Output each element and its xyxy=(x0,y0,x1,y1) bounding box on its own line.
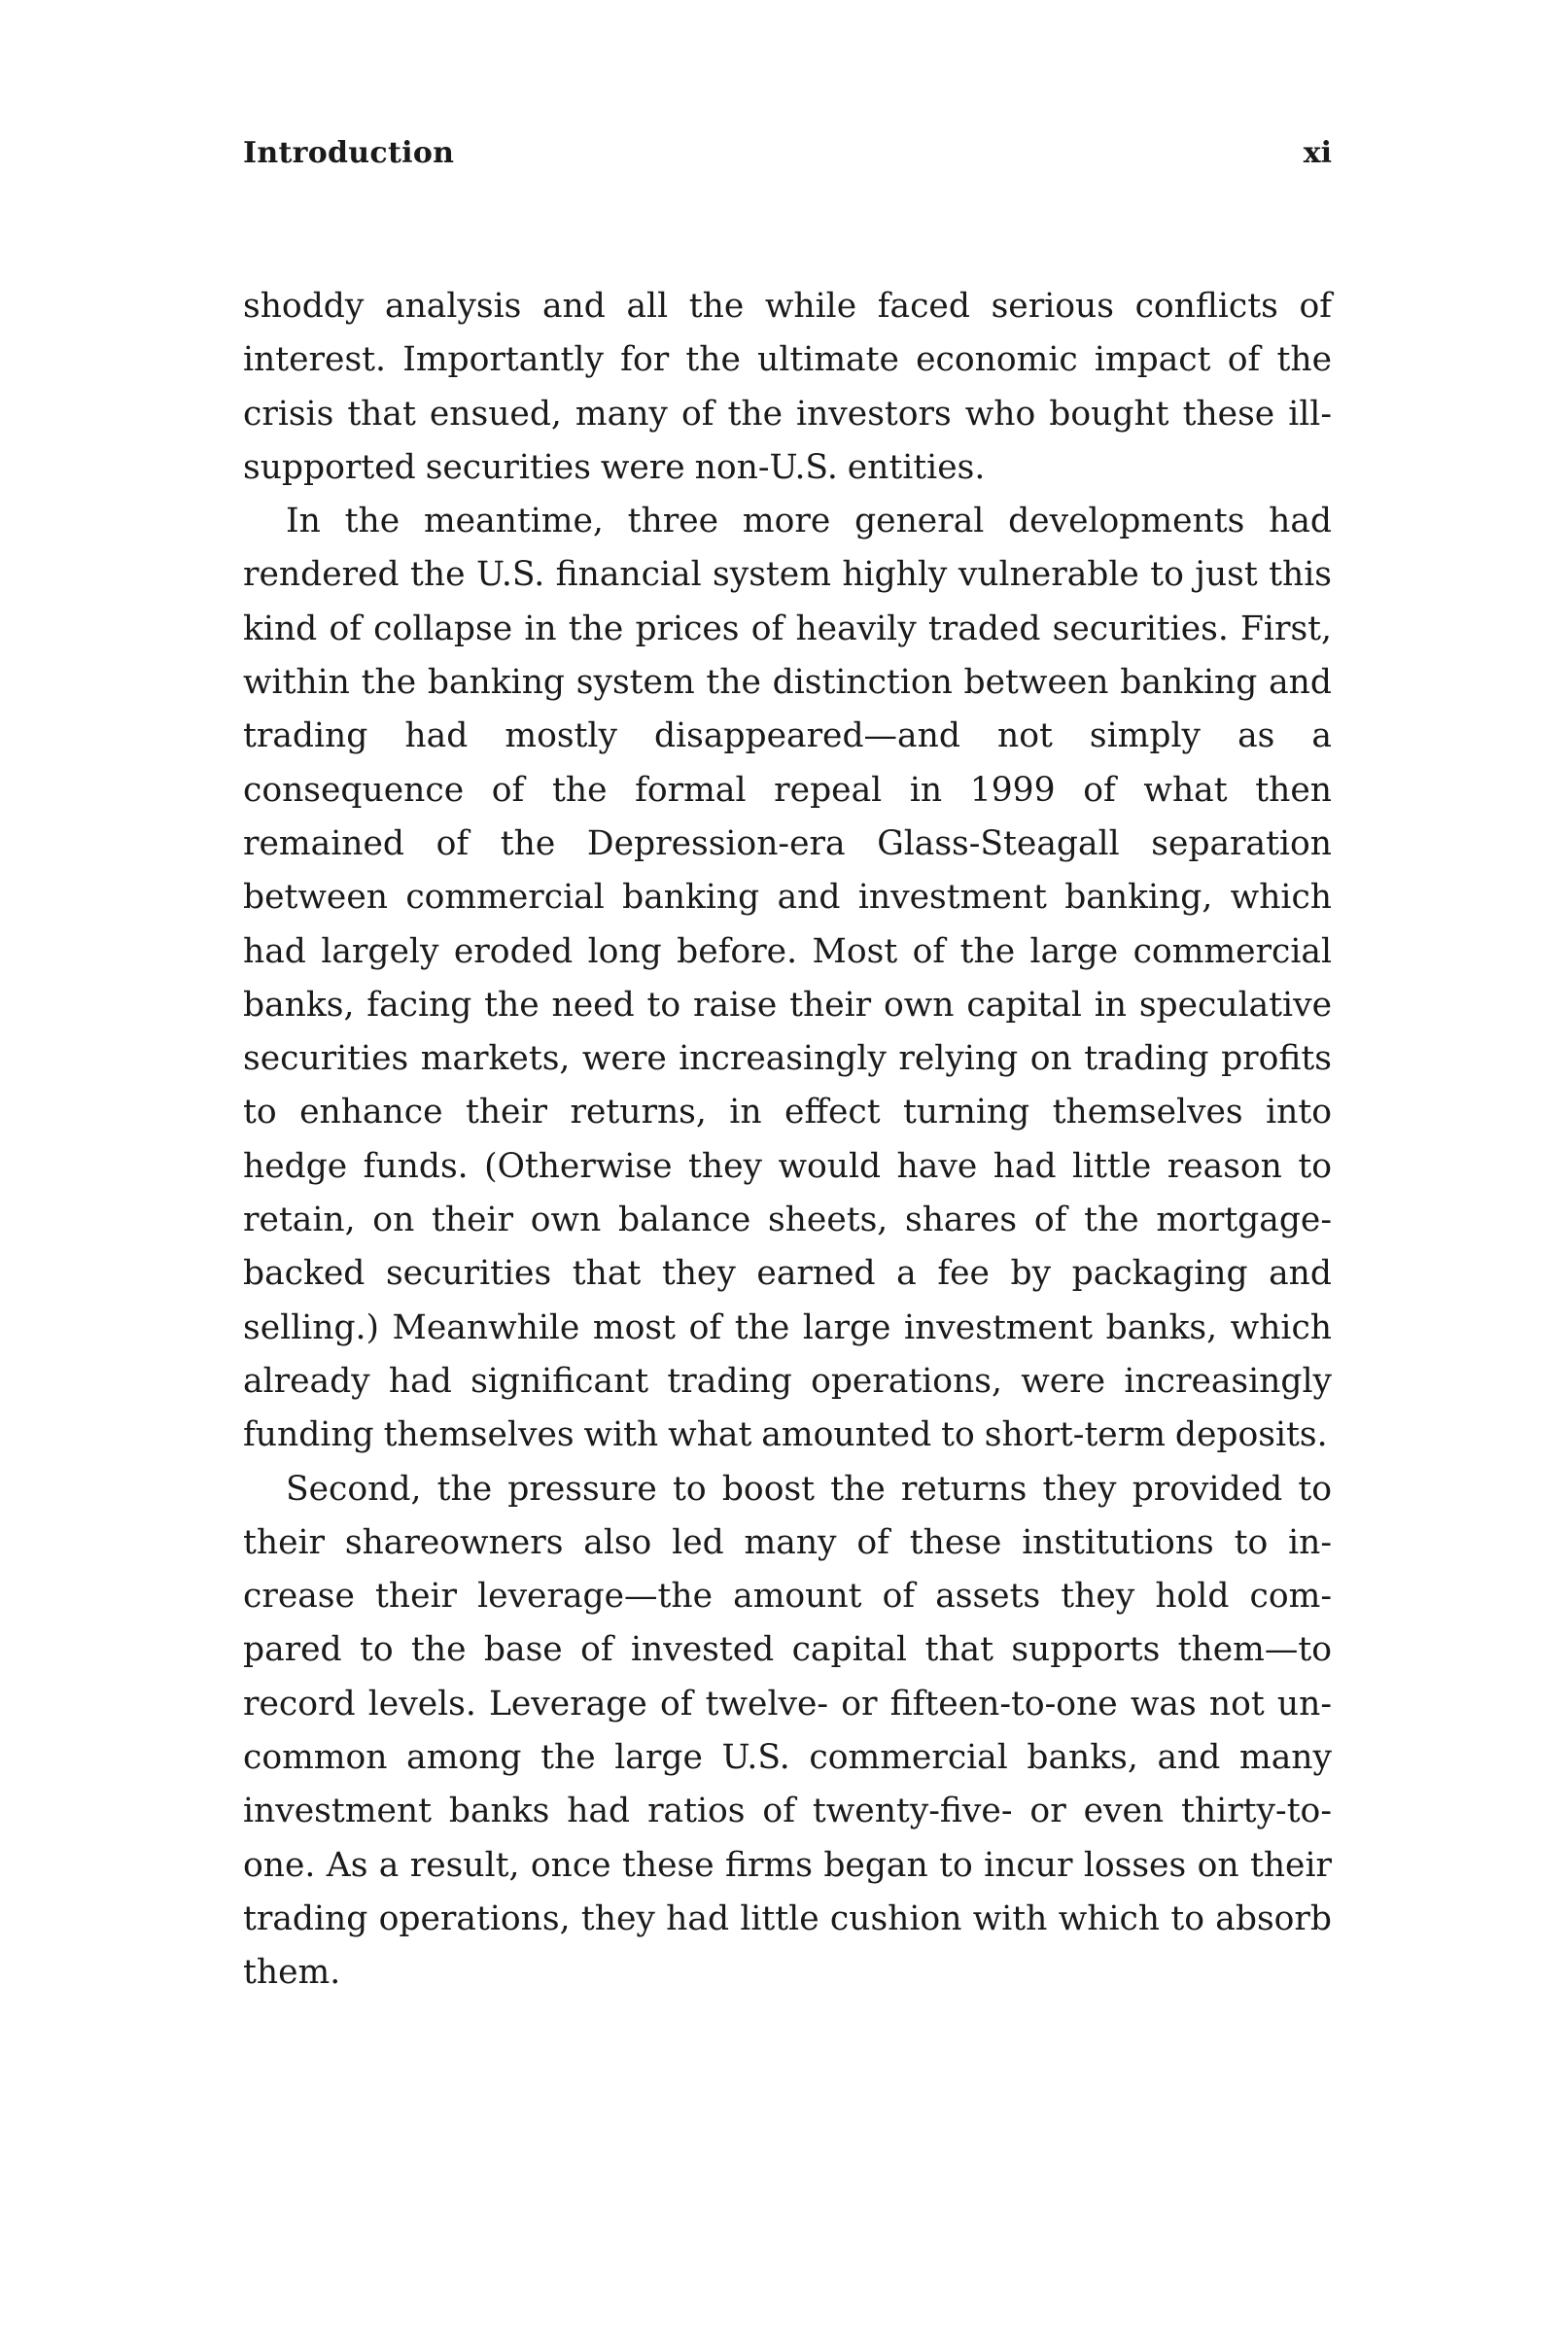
running-title: Introduction xyxy=(243,136,455,170)
page-number: xi xyxy=(1303,136,1332,170)
paragraph-continued: shoddy analysis and all the while faced serious conflicts of interest. Importantly for the ultimate economic impact of the crisis that ensued, many of the investors who bought these ill-supported securities were non-U.S. entities. xyxy=(243,287,1332,487)
running-head xyxy=(243,136,1332,185)
paragraph-meantime: In the meantime, three more general developments had rendered the U.S. financial system highly vulnerable to just this kind of collapse in the prices of heavily traded securities. First, within the banking system the distinction between banking and trading had mostly disappeared—and not simply as a consequence of the formal repeal in 1999 of what then remained of the Depression-era Glass-Steagall separation between commercial banking and investment banking, which had largely eroded long before. Most of the large commercial banks, facing the need to raise their own capital in speculative securities markets, were increasingly relying on trading profits to enhance their returns, in effect turning themselves into hedge funds. (Otherwise they would have had little reason to retain, on their own balance sheets, shares of the mortgage-backed securities that they earned a fee by packaging and selling.) Meanwhile most of the large investment banks, which already had significant trading operations, were increasingly funding themselves with what amounted to short-term deposits. xyxy=(243,502,1332,1455)
body-text xyxy=(243,280,1332,2001)
paragraph-second: Second, the pressure to boost the returns they provided to their shareowners also led many of these institutions to increase their leverage—the amount of assets they hold compared to the base of invested capital that supports them—to record levels. Leverage of twelve- or fifteen-to-one was not uncommon among the large U.S. commercial banks, and many investment banks had ratios of twenty-five- or even thirty-to-one. As a result, once these firms began to incur losses on their trading operations, they had little cushion with which to absorb them. xyxy=(243,1469,1332,1993)
